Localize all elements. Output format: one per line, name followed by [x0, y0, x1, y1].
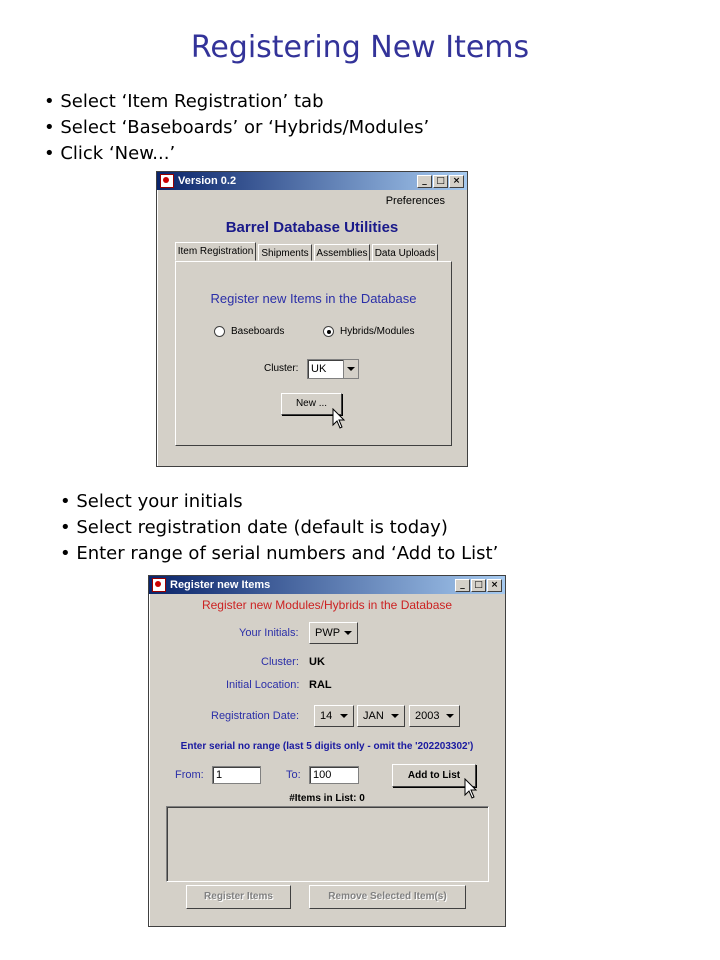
window-title: Version 0.2 [178, 175, 237, 187]
radio-baseboards-label: Baseboards [231, 326, 285, 337]
bullet-item: • Select ‘Baseboards’ or ‘Hybrids/Modules’ [44, 117, 430, 138]
bullet-item: • Click ‘New...’ [44, 143, 176, 164]
registration-date-label: Registration Date: [211, 710, 300, 722]
tab-assemblies[interactable]: Assemblies [314, 244, 370, 261]
panel-heading: Register new Items in the Database [210, 291, 417, 306]
items-list[interactable] [166, 806, 489, 882]
date-month-select[interactable] [357, 705, 405, 727]
bullet-list-top [44, 89, 429, 167]
location-label: Initial Location: [226, 679, 300, 691]
preferences-menu[interactable]: Preferences [385, 195, 445, 207]
window-titlebar [149, 576, 505, 594]
tab-strip [175, 244, 451, 262]
initials-label: Your Initials: [239, 627, 299, 639]
initials-select-value: PWP [315, 627, 341, 639]
date-month-value: JAN [363, 710, 384, 722]
main-utility-window [156, 171, 468, 467]
close-icon[interactable]: × [487, 579, 502, 592]
minimize-icon[interactable]: _ [417, 175, 432, 188]
cluster-select-value: UK [311, 363, 327, 375]
chevron-down-icon[interactable] [343, 360, 358, 378]
new-button[interactable]: New ... [281, 393, 342, 415]
register-items-button[interactable]: Register Items [186, 885, 291, 909]
add-to-list-button[interactable]: Add to List [392, 764, 476, 787]
date-year-value: 2003 [415, 710, 440, 722]
tab-item-registration[interactable]: Item Registration [175, 242, 256, 261]
tab-data-uploads[interactable]: Data Uploads [372, 244, 438, 261]
chevron-down-icon[interactable] [446, 714, 454, 718]
radio-hybrids-label: Hybrids/Modules [340, 326, 415, 337]
bullet-list-bottom [60, 489, 498, 567]
cluster-value: UK [309, 656, 325, 668]
date-year-select[interactable] [409, 705, 460, 727]
minimize-icon[interactable]: _ [455, 579, 470, 592]
window-title: Register new Items [170, 579, 271, 591]
date-day-value: 14 [320, 710, 333, 722]
mouse-cursor-icon [332, 408, 346, 430]
radio-baseboards-circle[interactable] [214, 326, 225, 337]
remove-selected-button[interactable]: Remove Selected Item(s) [309, 885, 466, 909]
items-count: #Items in List: 0 [289, 793, 365, 804]
to-input[interactable]: 100 [309, 766, 359, 784]
slide-title: Registering New Items [190, 30, 530, 65]
to-label: To: [286, 769, 301, 781]
initials-select[interactable] [309, 622, 358, 644]
from-input[interactable]: 1 [212, 766, 261, 784]
chevron-down-icon[interactable] [344, 631, 352, 635]
tab-panel [175, 261, 452, 446]
radio-baseboards[interactable] [214, 326, 284, 337]
chevron-down-icon[interactable] [391, 714, 399, 718]
app-heading: Barrel Database Utilities [225, 219, 399, 236]
cluster-label: Cluster: [264, 363, 299, 374]
date-day-select[interactable] [314, 705, 354, 727]
close-icon[interactable]: × [449, 175, 464, 188]
bullet-item: • Select ‘Item Registration’ tab [44, 91, 324, 112]
radio-hybrids[interactable] [323, 326, 414, 337]
bullet-item: • Enter range of serial numbers and ‘Add to List’ [60, 543, 499, 564]
register-heading: Register new Modules/Hybrids in the Database [201, 598, 453, 612]
radio-hybrids-circle[interactable] [323, 326, 334, 337]
bullet-item: • Select your initials [60, 491, 243, 512]
tab-shipments[interactable]: Shipments [258, 244, 312, 261]
cluster-select[interactable] [307, 359, 359, 379]
maximize-icon[interactable]: □ [433, 175, 448, 188]
from-label: From: [175, 769, 204, 781]
location-value: RAL [309, 679, 332, 691]
cluster-label: Cluster: [261, 656, 299, 668]
bullet-item: • Select registration date (default is today) [60, 517, 448, 538]
window-titlebar [157, 172, 467, 190]
java-app-icon [152, 578, 166, 592]
register-items-window [148, 575, 506, 927]
maximize-icon[interactable]: □ [471, 579, 486, 592]
serial-instruction: Enter serial no range (last 5 digits only - omit the '202203302') [180, 741, 474, 752]
chevron-down-icon[interactable] [340, 714, 348, 718]
java-app-icon [160, 174, 174, 188]
